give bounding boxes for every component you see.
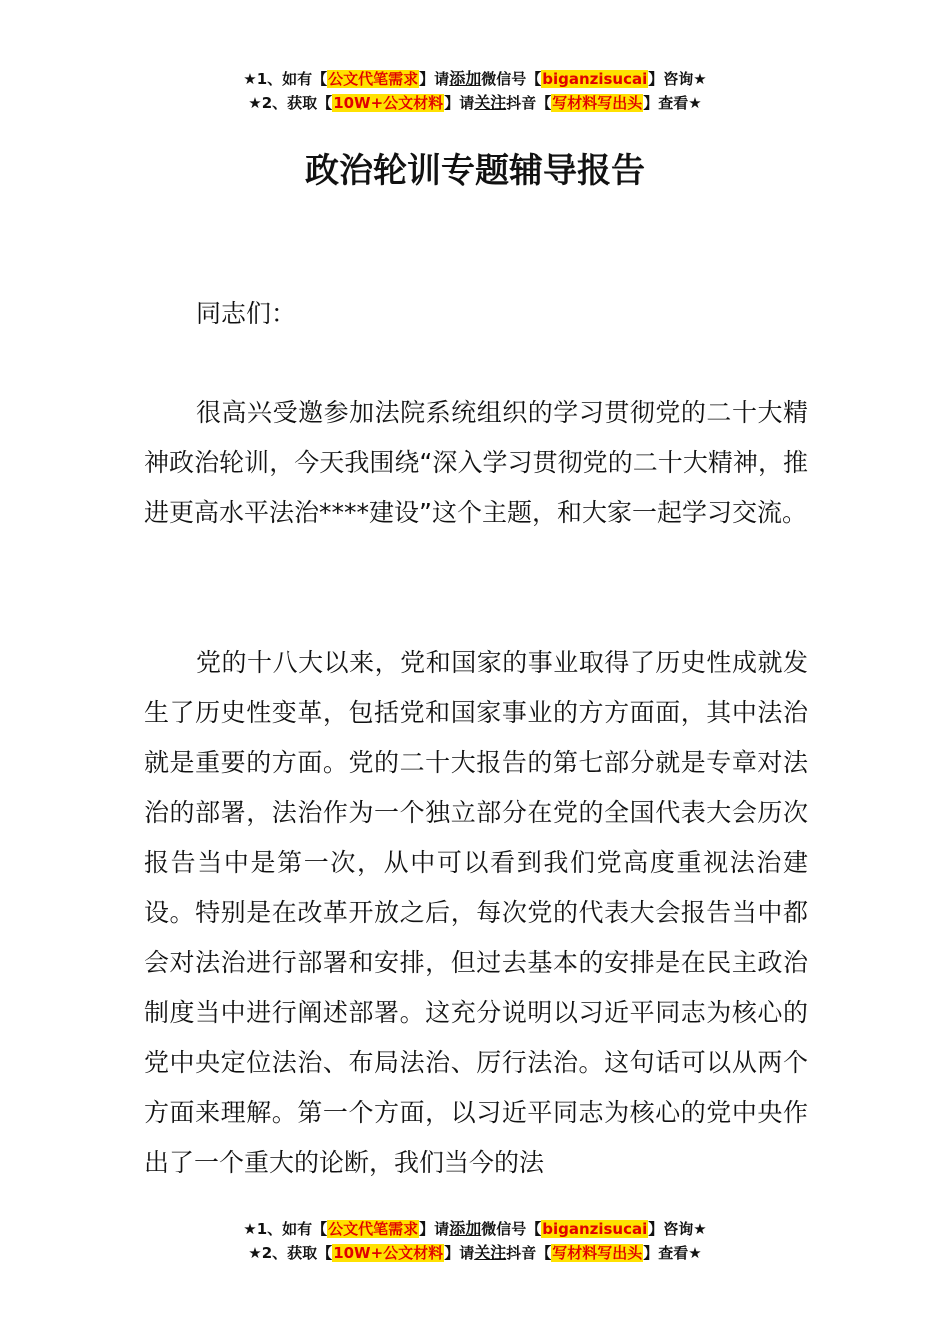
paragraph-2: 党的十八大以来，党和国家的事业取得了历史性成就发生了历史性变革，包括党和国家事业的方方面面，其中法治就是重要的方面。党的二十大报告的第七部分就是专章对法治的部署，法治作为一个独立部分在党的全国代表大会历次报告当中是第一次，从中可以看到我们党高度重视法治建设。特别是在改革开放之后，每次党的代表大会报告当中都会对法治进行部署和安排，但过去基本的安排是在民主政治制度当中进行阐述部署。这充分说明以习近平同志为核心的党中央定位法治、布局法治、厉行法治。这句话可以从两个方面来理解。第一个方面，以习近平同志为核心的党中央作出了一个重大的论断，我们当今的法 — [144, 648, 808, 1177]
notice-text: 】查看★ — [643, 1244, 702, 1262]
notice-text: 】请 — [419, 70, 450, 88]
notice-text: 】请 — [419, 1220, 450, 1238]
notice-text: ★1、如有【 — [243, 70, 328, 88]
highlight-service: 公文代笔需求 — [328, 70, 419, 88]
notice-text: ★2、获取【 — [248, 1244, 333, 1262]
notice-text: 微信号【 — [481, 1220, 542, 1238]
notice-emphasis: 添加 — [449, 1219, 482, 1238]
notice-emphasis: 添加 — [449, 69, 482, 88]
notice-text: ★2、获取【 — [248, 94, 333, 112]
notice-emphasis: 关注 — [474, 1243, 507, 1262]
notice-text: 】请 — [444, 94, 475, 112]
notice-text: 】查看★ — [643, 94, 702, 112]
highlight-douyin: 写材料写出头 — [552, 94, 643, 112]
notice-text: 】咨询★ — [648, 1220, 707, 1238]
highlight-wechat-id: biganzisucai — [542, 1220, 648, 1238]
highlight-wechat-id: biganzisucai — [542, 70, 648, 88]
notice-line-1 — [0, 1217, 950, 1241]
header-notice — [0, 67, 950, 115]
paragraph-1: 很高兴受邀参加法院系统组织的学习贯彻党的二十大精神政治轮训，今天我围绕“深入学习贯彻党的二十大精神，推进更高水平法治****建设”这个主题，和大家一起学习交流。 — [144, 398, 808, 527]
notice-line-2 — [0, 91, 950, 115]
notice-text: 抖音【 — [506, 94, 552, 112]
notice-text: 微信号【 — [481, 70, 542, 88]
notice-line-2 — [0, 1241, 950, 1265]
document-title: 政治轮训专题辅导报告 — [305, 151, 645, 191]
highlight-service: 公文代笔需求 — [328, 1220, 419, 1238]
salutation: 同志们： — [196, 299, 297, 328]
highlight-materials: 10W+公文材料 — [333, 1244, 444, 1262]
notice-text: 抖音【 — [506, 1244, 552, 1262]
notice-text: 】咨询★ — [648, 70, 707, 88]
notice-emphasis: 关注 — [474, 93, 507, 112]
notice-line-1 — [0, 67, 950, 91]
highlight-materials: 10W+公文材料 — [333, 94, 444, 112]
highlight-douyin: 写材料写出头 — [552, 1244, 643, 1262]
notice-text: ★1、如有【 — [243, 1220, 328, 1238]
notice-text: 】请 — [444, 1244, 475, 1262]
footer-notice — [0, 1217, 950, 1265]
